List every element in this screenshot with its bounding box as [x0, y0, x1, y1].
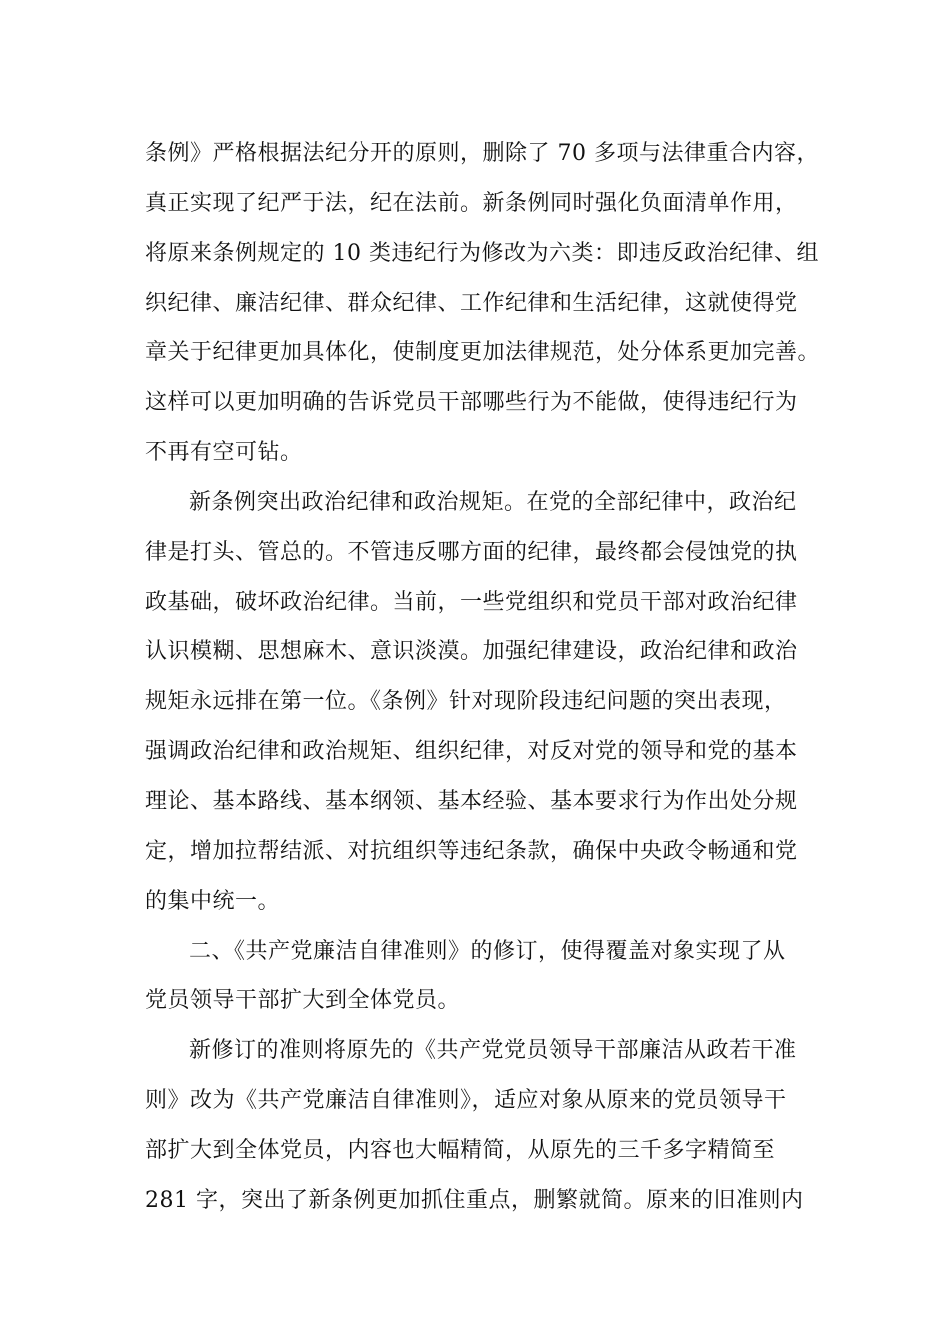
text-line: 条例》严格根据法纪分开的原则，删除了 70 多项与法律重合内容，: [145, 141, 819, 166]
text-line: 将原来条例规定的 10 类违纪行为修改为六类：即违反政治纪律、组: [145, 240, 819, 266]
text-line: 二、《共产党廉洁自律准则》的修订，使得覆盖对象实现了从: [189, 938, 786, 964]
text-line: 的集中统一。: [145, 888, 281, 914]
paragraph-3: [145, 927, 815, 1027]
text-line: 则》改为《共产党廉洁自律准则》，适应对象从原来的党员领导干: [145, 1088, 787, 1114]
paragraph-4: [145, 1026, 815, 1225]
text-line: 规矩永远排在第一位。《条例》针对现阶段违纪问题的突出表现，: [145, 689, 787, 715]
text-line: 织纪律、廉洁纪律、群众纪律、工作纪律和生活纪律，这就使得党: [145, 290, 798, 316]
text-line: 章关于纪律更加具体化，使制度更加法律规范，处分体系更加完善。: [145, 340, 821, 366]
text-line: 认识模糊、思想麻木、意识淡漠。加强纪律建设，政治纪律和政治: [145, 639, 798, 665]
text-line: 强调政治纪律和政治规矩、组织纪律，对反对党的领导和党的基本: [145, 739, 798, 765]
text-line: 281 字，突出了新条例更加抓住重点，删繁就简。原来的旧准则内: [145, 1187, 804, 1213]
text-line: 党员领导干部扩大到全体党员。: [145, 988, 461, 1014]
text-line: 这样可以更加明确的告诉党员干部哪些行为不能做，使得违纪行为: [145, 390, 798, 416]
text-line: 不再有空可钻。: [145, 440, 303, 466]
text-line: 律是打头、管总的。不管违反哪方面的纪律，最终都会侵蚀党的执: [145, 539, 798, 565]
document-body: [145, 129, 821, 1226]
text-line: 理论、基本路线、基本纲领、基本经验、基本要求行为作出处分规: [145, 788, 798, 814]
paragraph-1: [145, 129, 821, 478]
text-line: 真正实现了纪严于法，纪在法前。新条例同时强化负面清单作用，: [145, 190, 798, 216]
text-line: 定，增加拉帮结派、对抗组织等违纪条款，确保中央政令畅通和党: [145, 838, 798, 864]
text-line: 新条例突出政治纪律和政治规矩。在党的全部纪律中，政治纪: [189, 489, 797, 515]
text-line: 新修订的准则将原先的《共产党党员领导干部廉洁从政若干准: [189, 1038, 797, 1064]
text-line: 政基础，破坏政治纪律。当前，一些党组织和党员干部对政治纪律: [145, 589, 798, 615]
text-line: 部扩大到全体党员，内容也大幅精简，从原先的三千多字精简至: [145, 1137, 776, 1163]
paragraph-2: [145, 478, 815, 927]
